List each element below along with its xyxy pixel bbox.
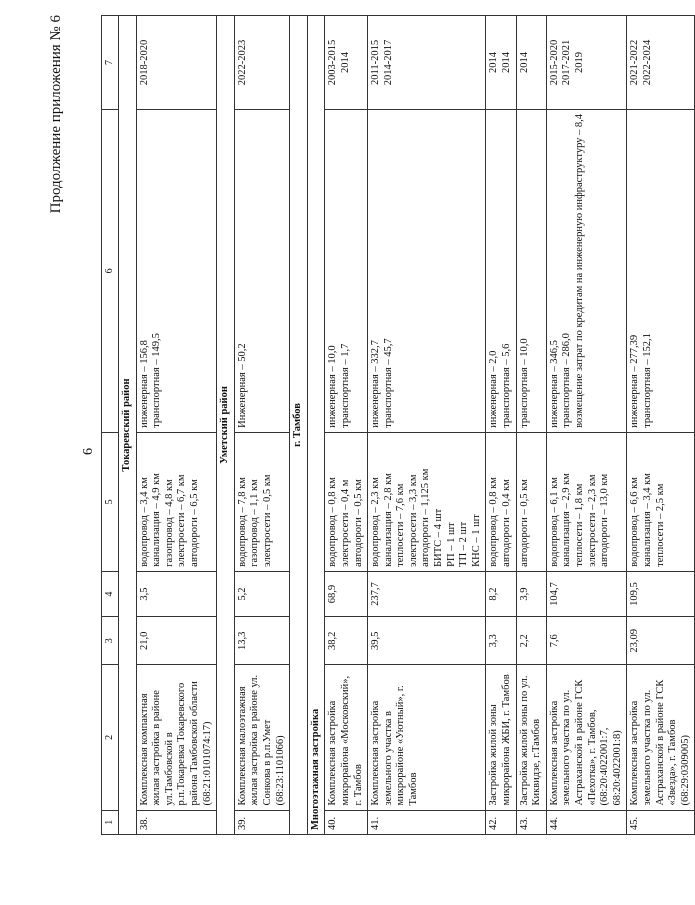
years-cell: [136, 16, 217, 110]
network-item: газопровод – 4,8 км: [163, 479, 175, 567]
area-value: 2,2: [516, 617, 546, 665]
year-item: 2015-2020: [548, 39, 560, 86]
rotated-page-content: [43, 15, 691, 875]
row-number: 41.: [368, 810, 486, 834]
column-number: 6: [102, 109, 119, 432]
cost-item: инженерная – 10,0: [327, 345, 339, 428]
year-item: 2017-2021: [561, 39, 573, 86]
cost-item: транспортная – 149,5: [151, 333, 163, 428]
row-number: 38.: [136, 810, 217, 834]
project-name: Застройка жилой зоны микрорайона ЖБИ, г. Тамбов: [486, 665, 516, 810]
row-number: 45.: [627, 810, 695, 834]
area-value: 38,2: [325, 617, 368, 665]
table-row: [136, 16, 217, 835]
cost-item: транспортная – 10,0: [518, 338, 530, 428]
row-number: 43.: [516, 810, 546, 834]
project-name: Комплексная малоэтажная жилая застройка в районе ул. Сонкова в р.п.Умет (68:23:1101066): [234, 665, 289, 810]
years-cell: [368, 16, 486, 110]
column-number: 5: [102, 432, 119, 571]
cost-item: инженерная – 156,8: [138, 340, 150, 428]
cost-item: инженерная – 346,5: [548, 340, 560, 428]
housing-value: 8,2: [486, 571, 516, 616]
table-row: [546, 16, 627, 835]
network-item: водопровод – 7,8 км: [236, 477, 248, 567]
years-cell: [546, 16, 627, 110]
table-body: [102, 16, 695, 835]
housing-value: 109,5: [627, 571, 695, 616]
year-item: 2014: [339, 51, 351, 73]
table-row: [325, 16, 368, 835]
networks-cell: [546, 432, 627, 571]
column-number: 4: [102, 571, 119, 616]
row-number: 39.: [234, 810, 289, 834]
years-cell: [516, 16, 546, 110]
cost-item: транспортная – 5,6: [501, 343, 513, 428]
appendix-caption: Продолжение приложения № 6: [48, 15, 64, 214]
network-item: КНС – 1 шт: [470, 514, 482, 567]
table-row: [486, 16, 516, 835]
region-row: [119, 16, 137, 835]
project-name: Комплексная застройка земельного участка в микрорайоне «Уютный», г. Тамбов: [368, 665, 486, 810]
networks-cell: [234, 432, 289, 571]
network-item: БИТС – 4 шт: [433, 508, 445, 567]
network-item: газопровод – 1,1 км: [249, 479, 261, 567]
row-number: 44.: [546, 810, 627, 834]
table-row: [516, 16, 546, 835]
column-number: 1: [102, 810, 119, 834]
region-heading: Уметский район: [217, 16, 235, 835]
year-item: 2021-2022: [629, 39, 641, 86]
cost-cell: [368, 109, 486, 432]
network-item: водопровод – 0,8 км: [327, 477, 339, 567]
row-number: 42.: [486, 810, 516, 834]
years-cell: [325, 16, 368, 110]
area-value: 21,0: [136, 617, 217, 665]
network-item: электросети – 6,7 км: [176, 474, 188, 567]
table-row: [234, 16, 289, 835]
cost-item: транспортная – 152,1: [641, 333, 653, 428]
network-item: электросети – 0,5 км: [261, 474, 273, 567]
cost-cell: [516, 109, 546, 432]
network-item: канализация – 2,9 км: [561, 473, 573, 567]
construction-projects-table: [101, 15, 695, 835]
network-item: канализация – 2,8 км: [382, 473, 394, 567]
project-name: Комплексная застройка земельного участка по ул. Астраханской в районе ГСК «Пехотка», г. Тамбов, (68:20:4022001:7, 68:20:4022001:8): [546, 665, 627, 810]
year-item: 2003-2015: [327, 39, 339, 86]
housing-value: 237,7: [368, 571, 486, 616]
region-heading: г. Тамбов: [290, 16, 308, 835]
year-item: 2019: [574, 51, 585, 73]
region-row: [290, 16, 308, 835]
cost-item: инженерная – 2,0: [488, 350, 500, 428]
project-name: Комплексная застройка микрорайона «Московский», г. Тамбов: [325, 665, 368, 810]
cost-cell: [486, 109, 516, 432]
years-cell: [234, 16, 289, 110]
network-item: канализация – 4,9 км: [151, 473, 163, 567]
area-value: 39,5: [368, 617, 486, 665]
category-heading: Многоэтажная застройка: [307, 16, 325, 835]
years-cell: [486, 16, 516, 110]
year-item: 2014: [518, 51, 530, 73]
network-item: РП – 1 шт: [445, 522, 457, 567]
network-item: автодороги – 0,5 км: [518, 479, 530, 567]
table-row: [627, 16, 695, 835]
years-cell: [627, 16, 695, 110]
column-number: 7: [102, 16, 119, 110]
network-item: электросети – 2,3 км: [586, 474, 598, 567]
area-value: 7,6: [546, 617, 627, 665]
network-item: водопровод – 0,8 км: [488, 477, 500, 567]
network-item: водопровод – 6,6 км: [629, 477, 641, 567]
project-name: Комплексная застройка земельного участка по ул. Астраханской в районе ГСК «Звезда», г. Тамбов (68:29:0309005): [627, 665, 695, 810]
year-item: 2022-2023: [236, 39, 248, 86]
cost-cell: [325, 109, 368, 432]
network-item: электросети – 3,3 км: [407, 474, 419, 567]
network-item: ТП – 2 шт: [458, 521, 470, 567]
network-item: теплосети – 7,6 км: [395, 483, 407, 567]
network-item: водопровод – 6,1 км: [548, 477, 560, 567]
year-item: 2014: [488, 51, 500, 73]
network-item: автодороги – 13,0 км: [599, 473, 611, 567]
network-item: автодороги – 6,5 км: [188, 479, 200, 567]
cost-cell: [234, 109, 289, 432]
network-item: теплосети – 1,8 км: [574, 483, 585, 567]
cost-item: возмещение затрат по кредитам на инженерную инфраструктуру – 8,4: [574, 113, 585, 428]
region-heading: Токаревский район: [119, 16, 137, 835]
networks-cell: [368, 432, 486, 571]
housing-value: 104,7: [546, 571, 627, 616]
networks-cell: [516, 432, 546, 571]
category-row: [307, 16, 325, 835]
cost-item: инженерная – 332,7: [370, 340, 382, 428]
networks-cell: [136, 432, 217, 571]
year-item: 2014-2017: [382, 39, 394, 86]
housing-value: 3,5: [136, 571, 217, 616]
column-number: 3: [102, 617, 119, 665]
year-item: 2014: [501, 51, 513, 73]
network-item: водопровод – 3,4 км: [138, 477, 150, 567]
column-number-row: [102, 16, 119, 835]
networks-cell: [325, 432, 368, 571]
cost-item: транспортная – 286,0: [561, 333, 573, 428]
network-item: автодороги – 0,5 км: [352, 479, 364, 567]
network-item: канализация – 3,4 км: [641, 473, 653, 567]
region-row: [217, 16, 235, 835]
network-item: автодороги – 1,125 км: [420, 468, 432, 567]
networks-cell: [486, 432, 516, 571]
year-item: 2022-2024: [641, 39, 653, 86]
cost-item: инженерная – 277,39: [629, 334, 641, 428]
cost-item: транспортная – 1,7: [339, 343, 351, 428]
area-value: 3,3: [486, 617, 516, 665]
cost-cell: [627, 109, 695, 432]
network-item: электросети – 0,4 м: [339, 479, 351, 567]
area-value: 23,09: [627, 617, 695, 665]
cost-item: Инженерная – 50,2: [236, 343, 248, 428]
network-item: водопровод – 2,3 км: [370, 477, 382, 567]
cost-cell: [546, 109, 627, 432]
housing-value: 5,2: [234, 571, 289, 616]
housing-value: 68,9: [325, 571, 368, 616]
cost-cell: [136, 109, 217, 432]
networks-cell: [627, 432, 695, 571]
network-item: теплосети – 2,5 км: [654, 483, 666, 567]
column-number: 2: [102, 665, 119, 810]
row-number: 40.: [325, 810, 368, 834]
table-row: [368, 16, 486, 835]
project-name: Комплексная компактная жилая застройка в районе ул.Тамбовской в р.п.Токаревка Токаревского района Тамбовской области (68:21:0101074:17): [136, 665, 217, 810]
year-item: 2018-2020: [138, 39, 150, 86]
cost-item: транспортная – 45,7: [382, 338, 394, 428]
area-value: 13,3: [234, 617, 289, 665]
network-item: автодороги – 0,4 км: [501, 479, 513, 567]
housing-value: 3,9: [516, 571, 546, 616]
page-number: 6: [81, 448, 96, 455]
project-name: Застройка жилой зоны по ул. Киквидзе, г.Тамбов: [516, 665, 546, 810]
year-item: 2011-2015: [370, 39, 382, 86]
